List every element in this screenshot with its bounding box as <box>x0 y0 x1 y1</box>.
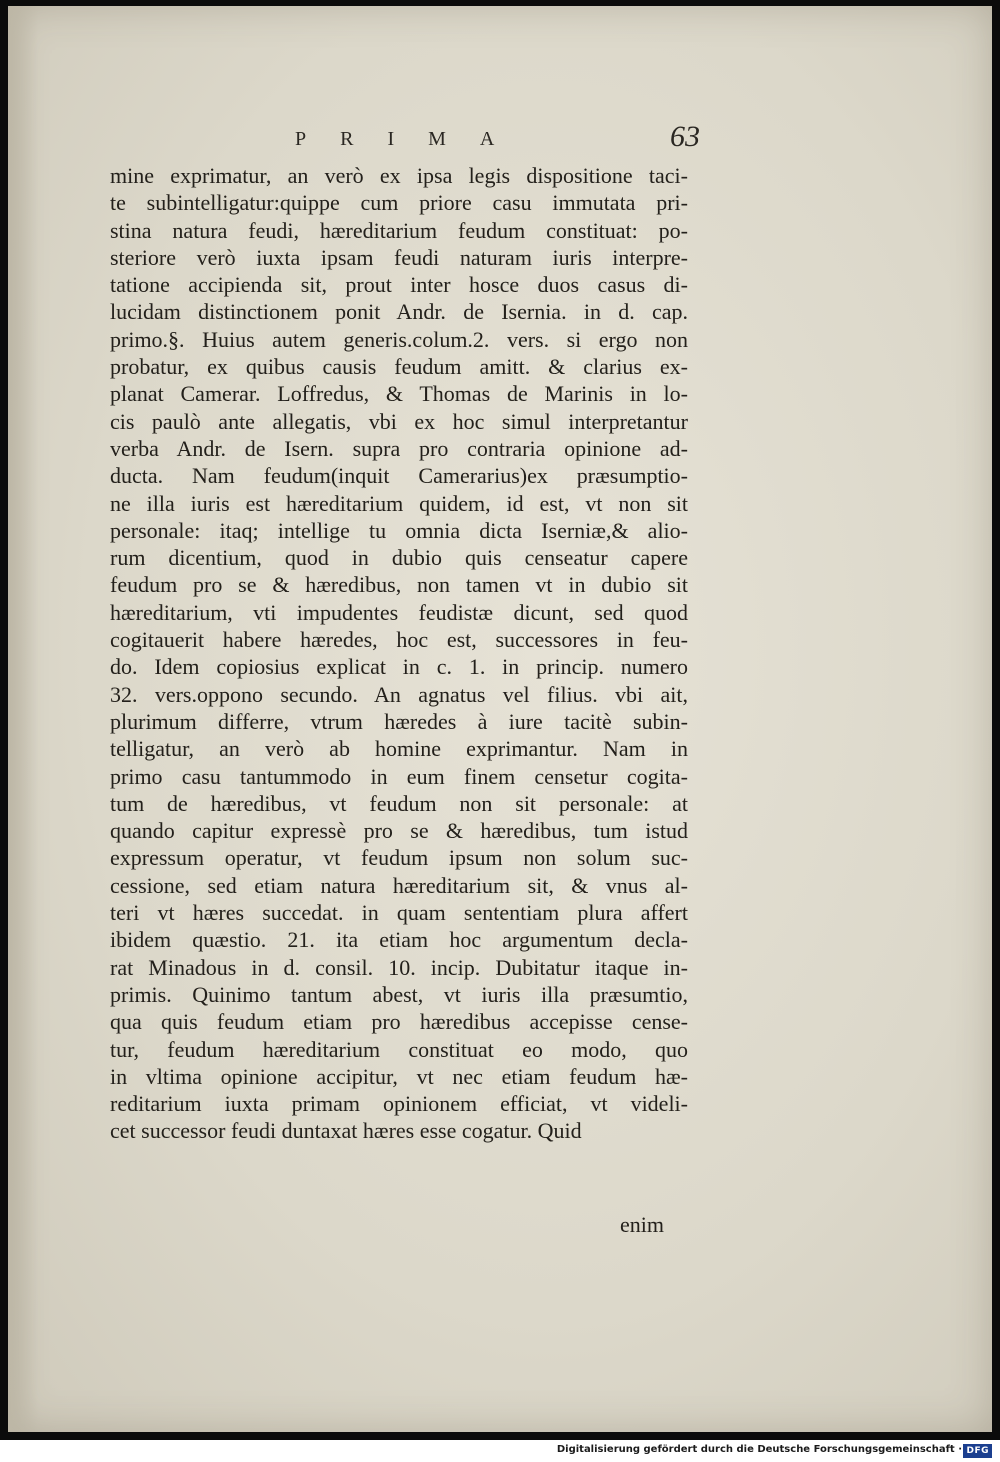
running-head-title: PRIMA <box>295 128 529 150</box>
funding-credit: Digitalisierung gefördert durch die Deutsche Forschungsgemeinschaft · <box>556 1444 962 1455</box>
text-line: tur, feudum hæreditarium constituat eo modo, quo <box>110 1036 688 1062</box>
text-line: cet successor feudi duntaxat hæres esse cogatur. Quid <box>110 1118 582 1144</box>
text-line: primo casu tantummodo in eum finem censetur cogita- <box>110 763 688 789</box>
text-line: quando capitur expressè pro se & hæredibus, tum istud <box>110 818 688 844</box>
text-line: steriore verò iuxta ipsam feudi naturam iuris interpre- <box>110 244 688 270</box>
text-line: rat Minadous in d. consil. 10. incip. Dubitatur itaque in- <box>110 954 688 980</box>
text-line: tum de hæredibus, vt feudum non sit personale: at <box>110 790 688 816</box>
text-line: plurimum differre, vtrum hæredes à iure tacitè subin- <box>110 708 688 734</box>
text-line: expressum operatur, vt feudum ipsum non solum suc- <box>110 845 688 871</box>
text-line: ne illa iuris est hæreditarium quidem, id est, vt non sit <box>110 490 688 516</box>
text-line: primis. Quinimo tantum abest, vt iuris illa præsumtio, <box>110 981 688 1007</box>
text-line: telligatur, an verò ab homine exprimantur. Nam in <box>110 736 688 762</box>
catchword: enim <box>620 1212 664 1237</box>
running-head <box>270 120 700 160</box>
text-line: personale: itaq; intellige tu omnia dicta Iserniæ,& alio- <box>110 517 688 543</box>
text-line: verba Andr. de Isern. supra pro contraria opinione ad- <box>110 435 688 461</box>
dfg-logo: DFG <box>963 1444 992 1458</box>
page-gutter-shadow <box>8 6 38 1432</box>
body-text <box>110 162 688 1145</box>
text-line: primo.§. Huius autem generis.colum.2. vers. si ergo non <box>110 326 688 352</box>
text-line: cis paulò ante allegatis, vbi ex hoc simul interpretantur <box>110 408 688 434</box>
text-line: hæreditarium, vti impudentes feudistæ dicunt, sed quod <box>110 599 688 625</box>
text-line: tatione accipienda sit, prout inter hosce duos casus di- <box>110 272 688 298</box>
text-line: planat Camerar. Loffredus, & Thomas de Marinis in lo- <box>110 381 688 407</box>
text-line: te subintelligatur:quippe cum priore casu immutata pri- <box>110 190 688 216</box>
text-line: ibidem quæstio. 21. ita etiam hoc argumentum decla- <box>110 927 688 953</box>
text-line: in vltima opinione accipitur, vt nec etiam feudum hæ- <box>110 1063 688 1089</box>
text-line: reditarium iuxta primam opinionem efficiat, vt videli- <box>110 1091 688 1117</box>
footer-bar <box>0 1440 1000 1462</box>
text-line: do. Idem copiosius explicat in c. 1. in princip. numero <box>110 654 688 680</box>
text-line: mine exprimatur, an verò ex ipsa legis dispositione taci- <box>110 163 688 188</box>
text-line: cogitauerit habere hæredes, hoc est, successores in feu- <box>110 627 688 653</box>
text-line: 32. vers.oppono secundo. An agnatus vel filius. vbi ait, <box>110 681 688 707</box>
text-line: ducta. Nam feudum(inquit Camerarius)ex præsumptio- <box>110 463 688 489</box>
text-line: qua quis feudum etiam pro hæredibus accepisse cense- <box>110 1009 688 1035</box>
text-line: probatur, ex quibus causis feudum amitt. & clarius ex- <box>110 354 688 380</box>
text-line: stina natura feudi, hæreditarium feudum constituat: po- <box>110 217 688 243</box>
text-line: lucidam distinctionem ponit Andr. de Isernia. in d. cap. <box>110 299 688 325</box>
text-line: feudum pro se & hæredibus, non tamen vt in dubio sit <box>110 572 688 598</box>
page-number: 63 <box>670 120 700 153</box>
text-line: teri vt hæres succedat. in quam sententiam plura affert <box>110 900 688 926</box>
text-line: cessione, sed etiam natura hæreditarium sit, & vnus al- <box>110 872 688 898</box>
text-line: rum dicentium, quod in dubio quis censeatur capere <box>110 545 688 571</box>
